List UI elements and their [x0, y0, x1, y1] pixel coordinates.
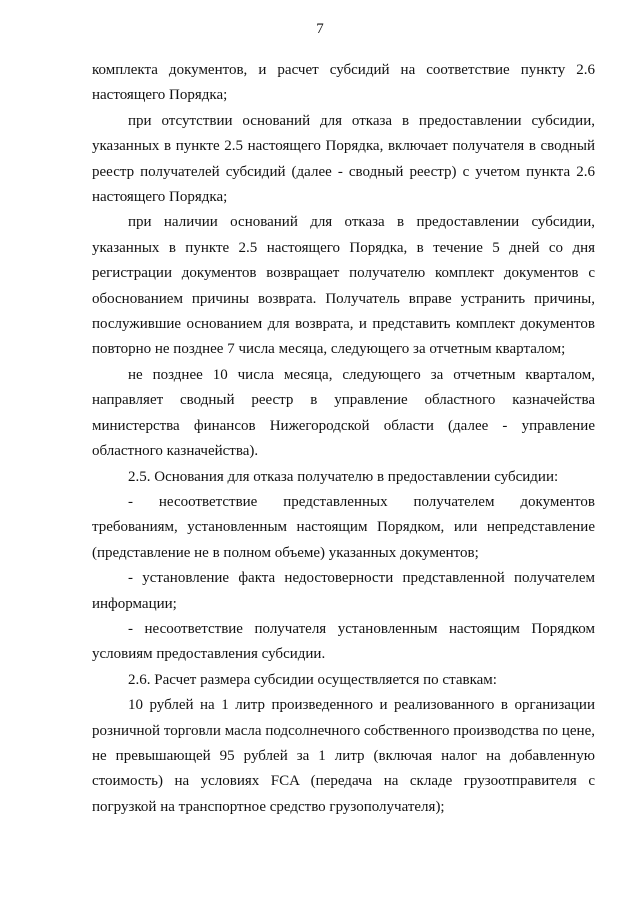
- page-number: 7: [316, 21, 324, 37]
- paragraph-refusal-reason-2: - установление факта недостоверности представленной получателем информации;: [92, 570, 595, 612]
- paragraph-no-grounds-for-refusal: при отсутствии оснований для отказа в предоставлении субсидии, указанных в пункте 2.5 настоящего Порядка, включает получателя в сводный реестр получателей субсидий (далее - сводный реестр) с учетом пункта 2.6 настоящего Порядка;: [92, 112, 595, 206]
- paragraph-section-2-5-heading: 2.5. Основания для отказа получателю в предоставлении субсидии:: [128, 468, 559, 485]
- paragraph-refusal-reason-1: - несоответствие представленных получателем документов требованиям, установленным настоящим Порядком, или непредставление (представление не в полном объеме) указанных документов;: [92, 493, 595, 561]
- document-body: [92, 58, 595, 820]
- paragraph-section-2-6-heading: 2.6. Расчет размера субсидии осуществляется по ставкам:: [128, 671, 497, 688]
- paragraph-subsidy-rate: 10 рублей на 1 литр произведенного и реализованного в организации розничной торговли масла подсолнечного собственного производства по цене, не превышающей 95 рублей за 1 литр (включая налог на добавленную стоимость) на условиях FCA (передача на складе грузоотправителя с погрузкой на транспортное средство грузополучателя);: [92, 697, 595, 815]
- paragraph-consolidated-register-deadline: не позднее 10 числа месяца, следующего за отчетным кварталом, направляет сводный реестр в управление областного казначейства министерства финансов Нижегородской области (далее - управление областного казначейства).: [92, 366, 595, 460]
- paragraph-grounds-for-refusal: при наличии оснований для отказа в предоставлении субсидии, указанных в пункте 2.5 настоящего Порядка, в течение 5 дней со дня регистрации документов возвращает получателю комплект документов с обоснованием причины возврата. Получатель вправе устранить причины, послужившие основанием для возврата, и представить комплект документов повторно не позднее 7 числа месяца, следующего за отчетным кварталом;: [92, 214, 595, 358]
- paragraph-continuation: комплекта документов, и расчет субсидий на соответствие пункту 2.6 настоящего Порядка;: [92, 62, 595, 104]
- paragraph-refusal-reason-3: - несоответствие получателя установленным настоящим Порядком условиям предоставления субсидии.: [92, 620, 595, 663]
